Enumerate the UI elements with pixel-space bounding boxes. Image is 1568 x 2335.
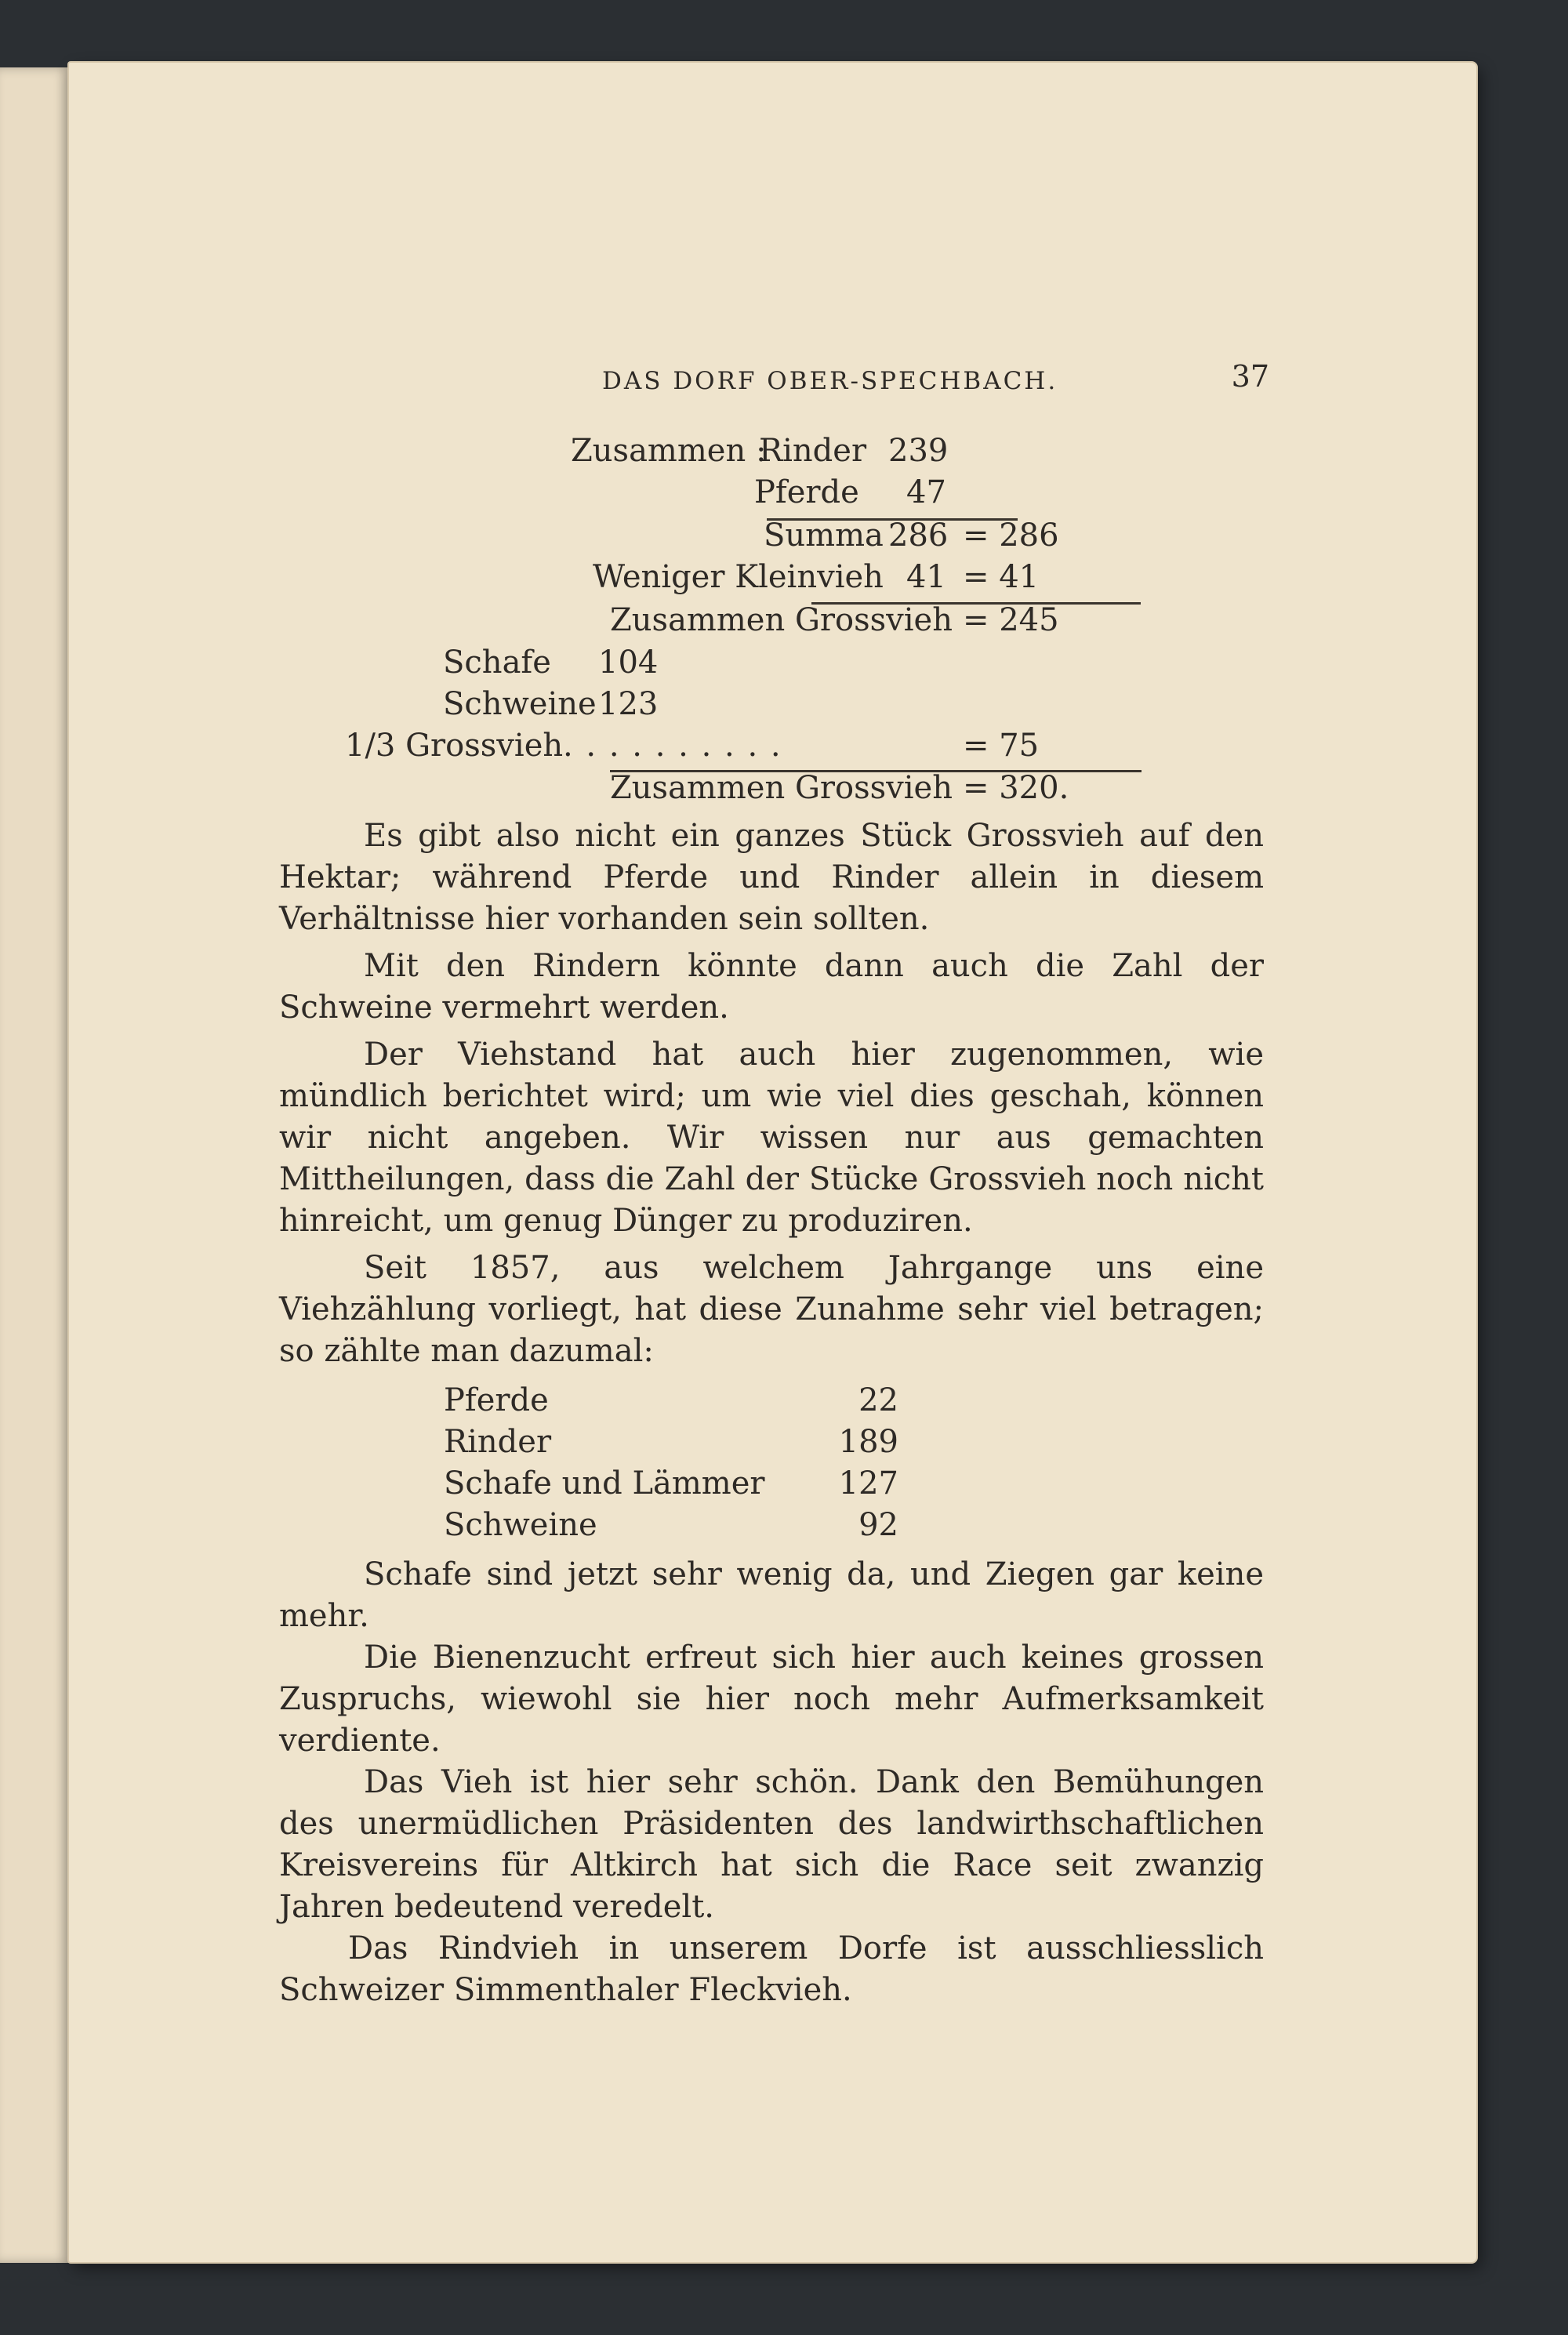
- list-item: [444, 1380, 898, 1422]
- running-title: DAS DORF OBER-SPECHBACH.: [602, 367, 1058, 395]
- calc-weniger-value: 41: [906, 559, 946, 595]
- paragraph: Es gibt also nicht ein ganzes Stück Grossvieh auf den Hektar; während Pferde und Rinder allein in diesem Verhältnisse hier vorhanden sein sollten.: [279, 818, 1264, 937]
- livestock-1857-list: [444, 1380, 898, 1546]
- paragraph: Seit 1857, aus welchem Jahrgange uns eine Viehzählung vorliegt, hat diese Zunahme sehr viel betragen; so zählte man dazumal:: [279, 1250, 1264, 1369]
- paragraph: Schafe sind jetzt sehr wenig da, und Ziegen gar keine mehr.: [279, 1556, 1264, 1634]
- calc-total-label: Zusammen Grossvieh: [610, 770, 953, 806]
- count-label: Schweine: [444, 1507, 597, 1543]
- page-number: 37: [1231, 359, 1269, 394]
- paragraph: Mit den Rindern könnte dann auch die Zahl der Schweine vermehrt werden.: [279, 948, 1264, 1026]
- calc-drittel-label: 1/3 Grossvieh: [345, 728, 564, 764]
- calc-zusammen-gross-label: Zusammen Grossvieh: [610, 602, 953, 638]
- count-label: Schafe und Lämmer: [444, 1465, 765, 1502]
- count-value: 22: [858, 1382, 898, 1418]
- calc-drittel-eq: = 75: [963, 728, 1040, 764]
- count-label: Rinder: [444, 1424, 552, 1460]
- count-value: 127: [838, 1465, 898, 1502]
- calc-zusammen-gross-eq: = 245: [963, 602, 1059, 638]
- calc-summa-eq: = 286: [963, 517, 1059, 554]
- calc-drittel-dots: . . . . . . . . . .: [563, 728, 782, 764]
- paragraph: Das Rindvieh in unserem Dorfe ist ausschliesslich Schweizer Simmenthaler Fleckvieh.: [279, 1930, 1264, 2008]
- calc-schweine-value: 123: [598, 686, 659, 722]
- book-page: [69, 63, 1476, 2262]
- list-item: [444, 1422, 898, 1463]
- list-item: [444, 1505, 898, 1546]
- text-block-a: [279, 815, 1264, 1372]
- calc-pferde-label: Pferde: [754, 474, 859, 510]
- text-block-b: [279, 1554, 1264, 2011]
- paragraph: Das Vieh ist hier sehr schön. Dank den Bemühungen des unermüdlichen Präsidenten des landwirthschaftlichen Kreisvereins für Altkirch hat sich die Race seit zwanzig Jahren bedeutend veredelt.: [279, 1764, 1264, 1925]
- count-value: 92: [858, 1507, 898, 1543]
- count-value: 189: [838, 1424, 898, 1460]
- calc-rinder-value: 239: [888, 433, 949, 469]
- calc-schafe-label: Schafe: [443, 645, 551, 681]
- calc-summa-value: 286: [888, 517, 949, 554]
- calc-rinder-label: Rinder: [759, 433, 867, 469]
- calc-zusammen-label: Zusammen :: [571, 433, 767, 469]
- paragraph: Der Viehstand hat auch hier zugenommen, wie mündlich berichtet wird; um wie viel dies geschah, können wir nicht angeben. Wir wissen nur aus gemachten Mittheilungen, dass die Zahl der Stücke Grossvieh noch nicht hinreicht, um genug Dünger zu produziren.: [279, 1037, 1264, 1239]
- count-label: Pferde: [444, 1382, 549, 1418]
- facing-page-edge: [0, 67, 71, 2263]
- calc-schafe-value: 104: [598, 645, 659, 681]
- calc-weniger-eq: = 41: [963, 559, 1040, 595]
- paragraph: Die Bienenzucht erfreut sich hier auch keines grossen Zuspruchs, wiewohl sie hier noch mehr Aufmerksamkeit verdiente.: [279, 1640, 1264, 1759]
- list-item: [444, 1463, 898, 1505]
- calc-total-eq: = 320.: [963, 770, 1069, 806]
- calc-weniger-label: Weniger Kleinvieh: [593, 559, 884, 595]
- calc-pferde-value: 47: [906, 474, 946, 510]
- calc-schweine-label: Schweine: [443, 686, 597, 722]
- calc-summa-label: Summa: [764, 517, 884, 554]
